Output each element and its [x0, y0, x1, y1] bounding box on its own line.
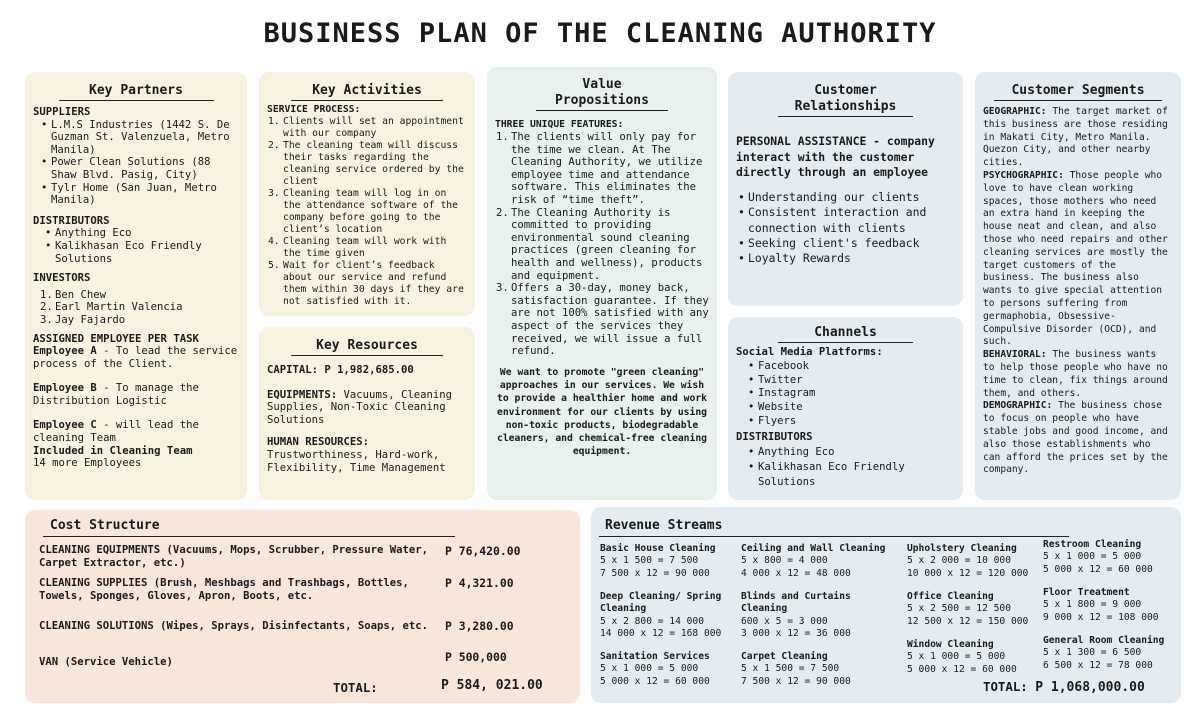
customer-segments-title: Customer Segments	[1011, 83, 1145, 98]
list-item: 3. Jay Fajardo	[40, 313, 126, 326]
cost-total-value: P 584, 021.00	[441, 678, 543, 693]
list-item: 2. Earl Martin Valencia	[40, 301, 183, 314]
list-item: • Facebook	[746, 360, 955, 374]
list-item: • Instagram	[746, 387, 955, 401]
customer-segments-card	[975, 72, 1181, 500]
list-item: 3. Cleaning team will log in on the attendance software of the company before going to the client’s location	[268, 188, 458, 235]
equipments-line: EQUIPMENTS: Vacuums, Cleaning Supplies, Non-Toxic Cleaning Solutions	[267, 388, 452, 426]
channels-title: Channels	[814, 325, 877, 340]
customer-relationships-title-line1: Customer	[814, 83, 877, 98]
list-item: • Anything Eco	[746, 445, 955, 460]
cost-structure-title: Cost Structure	[50, 518, 160, 533]
title-underline	[994, 100, 1162, 101]
value-propositions-card	[487, 67, 717, 500]
key-resources-title: Key Resources	[316, 338, 418, 353]
personal-assistance-heading: PERSONAL ASSISTANCE - company interact with the customer directly through an employee	[736, 134, 935, 180]
cost-row	[39, 656, 429, 669]
cost-label: VAN (Service Vehicle)	[39, 656, 173, 668]
revenue-item: Office Cleaning 5 x 2 500 = 12 500 12 500 x 12 = 150 000	[907, 591, 1029, 627]
list-item: 2. The Cleaning Authority is committed to providing environmental sound cleaning practices (green cleaning for health and wellness), products and equipment.	[496, 206, 703, 282]
list-item: • Twitter	[746, 374, 955, 388]
revenue-streams-card	[591, 507, 1181, 703]
service-process-label: SERVICE PROCESS:	[267, 104, 361, 115]
list-item: • Seeking client's feedback	[736, 236, 955, 251]
behavioral-segment: BEHAVIORAL: The business wants to help those people who have no time to clean, fix things around them, and others.	[983, 349, 1168, 399]
cost-row	[39, 544, 429, 571]
relationship-list	[736, 190, 955, 267]
revenue-total-label: TOTAL:	[983, 679, 1028, 694]
title-underline	[43, 536, 455, 537]
title-underline	[599, 536, 1069, 537]
list-item: • Tylr Home (San Juan, Metro Manila)	[39, 182, 239, 207]
human-resources-text: Trustworthiness, Hard-work, Flexibility, Time Management	[267, 448, 446, 474]
cost-total-label: TOTAL:	[333, 680, 378, 695]
channels-distributors-list	[746, 445, 955, 491]
key-resources-card	[259, 327, 475, 500]
value-propositions-title-line1: Value	[582, 77, 622, 92]
cost-amount: P 4,321.00	[445, 576, 514, 590]
key-activities-title: Key Activities	[312, 83, 422, 98]
list-item: 1. Ben Chew	[40, 288, 107, 301]
revenue-total	[983, 679, 1145, 695]
employee-a: Employee A - To lead the service process of the Client.	[33, 345, 238, 370]
list-item: • Kalikhasan Eco Friendly Solutions	[746, 460, 955, 491]
capital-line: CAPITAL: P 1,982,685.00	[267, 364, 414, 376]
list-item: 5. Wait for client’s feedback about our service and refund them within 30 days if they are not satisfied with it.	[268, 260, 464, 307]
cost-label: CLEANING SOLUTIONS (Wipes, Sprays, Disinfectants, Soaps, etc.	[39, 620, 429, 632]
customer-relationships-title-line2: Relationships	[794, 99, 897, 114]
investors-label: INVESTORS	[33, 272, 91, 285]
cost-amount: P 500,000	[445, 650, 507, 664]
geographic-segment: GEOGRAPHIC: The target market of this business are those residing in Makati City, Metro Manila. Quezon City, and other nearby cities.	[983, 106, 1168, 169]
social-media-list	[746, 360, 955, 429]
list-item: • Anything Eco	[43, 227, 239, 240]
distributors-label: DISTRIBUTORS	[33, 214, 110, 227]
revenue-item: Ceiling and Wall Cleaning 5 x 800 = 4 000 4 000 x 12 = 48 000	[741, 543, 886, 579]
list-item: • Kalikhasan Eco Friendly Solutions	[43, 240, 239, 265]
list-item: 1. Clients will set an appointment with our company	[268, 116, 464, 139]
revenue-item: Blinds and Curtains Cleaning 600 x 5 = 3 000 3 000 x 12 = 36 000	[741, 591, 851, 640]
assigned-label: ASSIGNED EMPLOYEE PER TASK	[33, 332, 199, 345]
revenue-streams-title: Revenue Streams	[605, 518, 723, 533]
page-title: BUSINESS PLAN OF THE CLEANING AUTHORITY	[263, 18, 937, 49]
closing-statement: We want to promote "green cleaning" approaches in our services. We wish to provide a healthier home and work environment for our clients by using non-toxic products, biodegradable cleaners, and chemical-free cleaning equipment.	[497, 366, 707, 458]
title-underline	[536, 110, 668, 111]
key-partners-title: Key Partners	[89, 83, 183, 98]
cost-amount: P 76,420.00	[445, 544, 521, 558]
cost-label: CLEANING EQUIPMENTS (Vacuums, Mops, Scrubber, Pressure Water, Carpet Extractor, etc.)	[39, 544, 429, 570]
features-list	[495, 131, 709, 358]
value-propositions-title-line2: Propositions	[555, 93, 649, 108]
list-item: • Loyalty Rewards	[736, 251, 955, 266]
list-item: • Consistent interaction and connection with clients	[736, 205, 955, 236]
list-item: 1. The clients will only pay for the time we clean. At The Cleaning Authority, we utilize employee time and attendance software. This eliminates the risk of “time theft”.	[496, 131, 703, 206]
list-item: 2. The cleaning team will discuss their tasks regarding the cleaning service ordered by the client	[268, 140, 464, 187]
list-item: • Understanding our clients	[736, 190, 955, 205]
cost-structure-card	[25, 510, 580, 703]
customer-relationships-card	[728, 72, 963, 306]
distributors-list	[43, 227, 239, 265]
list-item: • Power Clean Solutions (88 Shaw Blvd. Pasig, City)	[39, 156, 239, 181]
revenue-item: Basic House Cleaning 5 x 1 500 = 7 500 7 500 x 12 = 90 000	[600, 543, 716, 579]
title-underline	[291, 355, 443, 356]
suppliers-list	[39, 119, 239, 207]
service-steps	[267, 116, 467, 308]
suppliers-label: SUPPLIERS	[33, 106, 91, 118]
channels-card	[728, 317, 963, 500]
list-item: • L.M.S Industries (1442 S. De Guzman St. Valenzuela, Metro Manila)	[39, 119, 239, 157]
cost-label: CLEANING SUPPLIES (Brush, Meshbags and Trashbags, Bottles, Towels, Sponges, Gloves, Apron, Boots, etc.	[39, 577, 409, 603]
revenue-item: General Room Cleaning 5 x 1 300 = 6 500 6 500 x 12 = 78 000	[1043, 635, 1165, 671]
investors-list	[39, 289, 239, 327]
list-item: • Flyers	[746, 415, 955, 429]
employee-c: Employee C - will lead the cleaning Team	[33, 419, 199, 445]
channels-distributors-label: DISTRIBUTORS	[736, 430, 813, 443]
key-partners-card	[25, 72, 247, 500]
revenue-total-value: P 1,068,000.00	[1035, 680, 1145, 695]
list-item: 4. Cleaning team will work with the time given	[268, 236, 447, 259]
revenue-item: Sanitation Services 5 x 1 000 = 5 000 5 000 x 12 = 60 000	[600, 651, 710, 687]
features-label: THREE UNIQUE FEATURES:	[495, 119, 624, 130]
revenue-item: Window Cleaning 5 x 1 000 = 5 000 5 000 x 12 = 60 000	[907, 639, 1017, 675]
included-text: 14 more Employees	[33, 457, 142, 470]
revenue-item: Restroom Cleaning 5 x 1 000 = 5 000 5 000 x 12 = 60 000	[1043, 539, 1153, 575]
cost-row	[39, 577, 429, 604]
list-item: • Website	[746, 401, 955, 415]
psychographic-segment: PSYCHOGRAPHIC: Those people who love to have clean working spaces, those mothers who need an extra hand in keeping the house neat and clean, and also those who need repairs and other cleaning services are mostly the target customers of the business. The business also wants to give special attention to persons suffering from germaphobia, Obsessive-Compulsive Disorder (OCD), and such.	[983, 169, 1168, 348]
title-underline	[291, 100, 443, 101]
cost-amount: P 3,280.00	[445, 619, 514, 633]
revenue-item: Floor Treatment 5 x 1 800 = 9 000 9 000 x 12 = 108 000	[1043, 587, 1159, 623]
title-underline	[778, 116, 913, 117]
key-activities-card	[259, 72, 475, 316]
revenue-item: Carpet Cleaning 5 x 1 500 = 7 500 7 500 x 12 = 90 000	[741, 651, 851, 687]
revenue-item: Deep Cleaning/ Spring Cleaning 5 x 2 800 = 14 000 14 000 x 12 = 168 000	[600, 591, 722, 640]
revenue-item: Upholstery Cleaning 5 x 2 000 = 10 000 10 000 x 12 = 120 000	[907, 543, 1029, 579]
list-item: 3. Offers a 30-day, money back, satisfaction guarantee. If they are not 100% satisfied with any aspect of the services they received, we will issue a full refund.	[496, 282, 709, 358]
human-resources-label: HUMAN RESOURCES:	[267, 436, 370, 449]
employee-b: Employee B - To manage the Distribution Logistic	[33, 382, 199, 407]
title-underline	[59, 100, 214, 101]
included-label: Included in Cleaning Team	[33, 444, 193, 457]
title-underline	[778, 342, 913, 343]
demographic-segment: DEMOGRAPHIC: The business chose to focus on people who have stable jobs and good income, and also those establishments who can afford the prices set by the company.	[983, 400, 1168, 476]
cost-row	[39, 620, 429, 633]
social-media-label: Social Media Platforms:	[736, 346, 883, 358]
